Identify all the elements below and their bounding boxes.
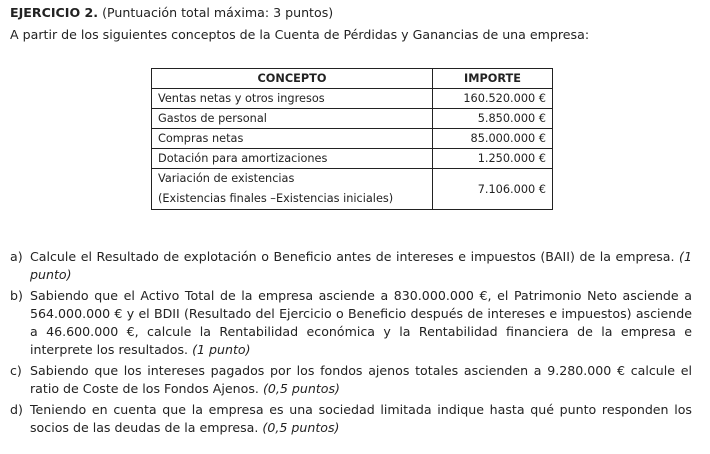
table-row: [152, 89, 553, 109]
question-points: (0,5 puntos): [262, 381, 340, 396]
column-header-concept: CONCEPTO: [152, 69, 433, 89]
exercise-title: [10, 5, 333, 20]
table-row: [152, 149, 553, 169]
concept-cell: Ventas netas y otros ingresos: [152, 89, 433, 109]
question-points: (0,5 puntos): [262, 420, 340, 435]
amount-cell: 1.250.000 €: [433, 149, 553, 169]
concepts-table: [151, 68, 553, 210]
question-text: [30, 248, 692, 284]
exercise-score: (Puntuación total máxima: 3 puntos): [102, 5, 334, 20]
amount-cell: 7.106.000 €: [433, 169, 553, 210]
question-item: [10, 248, 692, 284]
table-row: [152, 169, 553, 210]
concept-line: Variación de existencias: [158, 172, 295, 185]
question-text: [30, 287, 692, 359]
column-header-amount: IMPORTE: [433, 69, 553, 89]
concept-line-detail: (Existencias finales –Existencias iniciales): [158, 192, 394, 205]
question-item: [10, 287, 692, 359]
question-points: (1 punto): [30, 249, 692, 282]
questions-list: [10, 248, 692, 440]
concept-cell: [152, 169, 433, 210]
table-row: [152, 109, 553, 129]
question-text: [30, 401, 692, 437]
question-text: [30, 362, 692, 398]
concept-cell: Dotación para amortizaciones: [152, 149, 433, 169]
question-body: Sabiendo que el Activo Total de la empresa asciende a 830.000.000 €, el Patrimonio Neto asciende a 564.000.000 € y el BDII (Resultado del Ejercicio o Beneficio después de intereses e impuestos) asciende a 46.600.000 €, calcule la Rentabilidad económica y la Rentabilidad financiera de la empresa e interprete los resultados.: [30, 288, 692, 357]
concept-cell: Compras netas: [152, 129, 433, 149]
question-label: b): [10, 288, 23, 303]
table-header-row: [152, 69, 553, 89]
question-label: c): [10, 363, 22, 378]
exercise-number: EJERCICIO 2.: [10, 5, 99, 20]
amount-cell: 5.850.000 €: [433, 109, 553, 129]
question-points: (1 punto): [192, 342, 251, 357]
exercise-intro: A partir de los siguientes conceptos de la Cuenta de Pérdidas y Ganancias de una empresa:: [10, 27, 590, 42]
table-row: [152, 129, 553, 149]
question-body: Calcule el Resultado de explotación o Beneficio antes de intereses e impuestos (BAII) de la empresa.: [30, 249, 675, 264]
question-item: [10, 401, 692, 437]
concept-cell: Gastos de personal: [152, 109, 433, 129]
question-label: a): [10, 249, 23, 264]
amount-cell: 160.520.000 €: [433, 89, 553, 109]
question-label: d): [10, 402, 23, 417]
question-body: Teniendo en cuenta que la empresa es una sociedad limitada indique hasta qué punto responden los socios de las deudas de la empresa.: [30, 402, 692, 435]
question-body: Sabiendo que los intereses pagados por los fondos ajenos totales ascienden a 9.280.000 € calcule el ratio de Coste de los Fondos Ajenos.: [30, 363, 692, 396]
question-item: [10, 362, 692, 398]
amount-cell: 85.000.000 €: [433, 129, 553, 149]
